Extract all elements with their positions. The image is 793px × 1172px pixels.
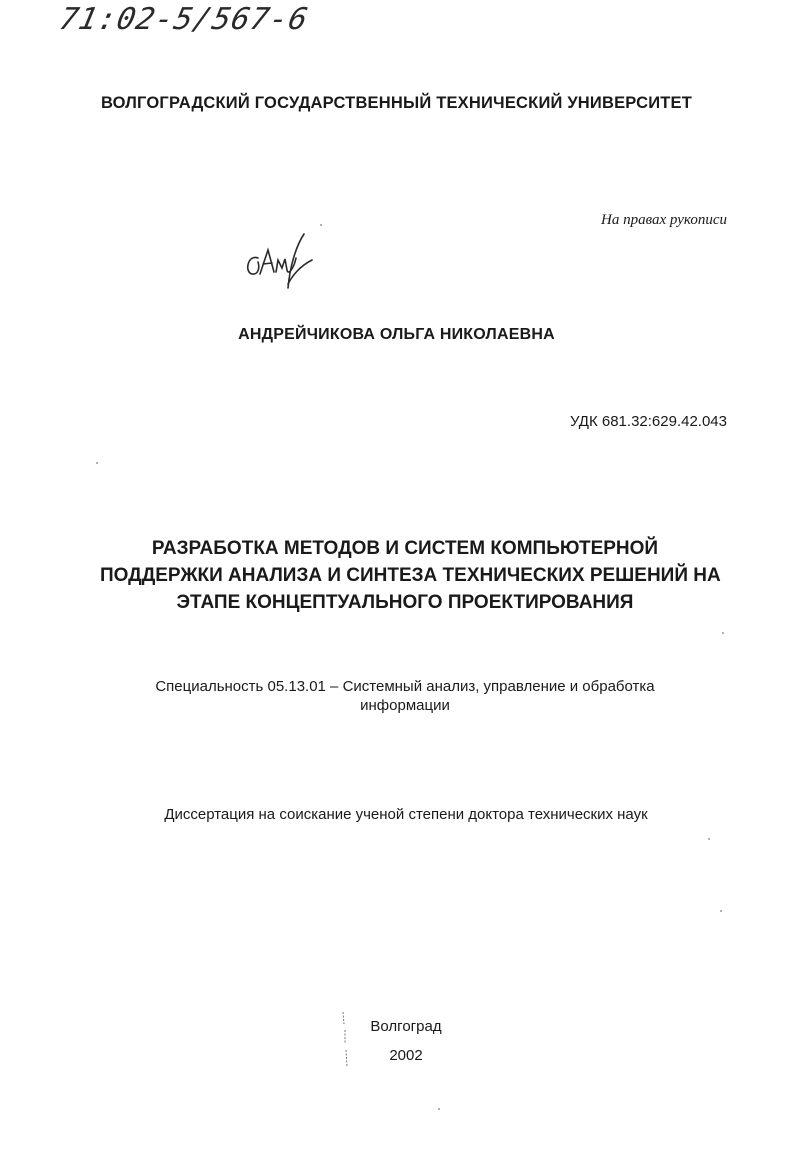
dissertation-note: Диссертация на соискание ученой степени доктора технических наук xyxy=(164,806,648,823)
scan-speck xyxy=(722,632,724,634)
year: 2002 xyxy=(389,1047,423,1064)
udc-code: УДК 681.32:629.42.043 xyxy=(569,413,727,430)
title-line: РАЗРАБОТКА МЕТОДОВ И СИСТЕМ КОМПЬЮТЕРНОЙ xyxy=(151,538,659,559)
city: Волгоград xyxy=(370,1018,442,1035)
scan-speck xyxy=(708,838,710,840)
university-name: ВОЛГОГРАДСКИЙ ГОСУДАРСТВЕННЫЙ ТЕХНИЧЕСКИЙ УНИВЕРСИТЕТ xyxy=(100,94,693,112)
author-signature xyxy=(238,228,318,292)
title-line: ЭТАПЕ КОНЦЕПТУАЛЬНОГО ПРОЕКТИРОВАНИЯ xyxy=(176,592,634,613)
archive-code: 71:02-5/567-6 xyxy=(56,2,312,37)
scan-speck xyxy=(320,224,322,226)
specialty-line: информации xyxy=(360,697,450,714)
scan-speck xyxy=(720,910,722,912)
specialty-line: Специальность 05.13.01 – Системный анализ, управление и обработка xyxy=(155,678,655,695)
dissertation-title xyxy=(100,535,721,616)
manuscript-note: На правах рукописи xyxy=(601,212,727,228)
title-line: ПОДДЕРЖКИ АНАЛИЗА И СИНТЕЗА ТЕХНИЧЕСКИХ РЕШЕНИЙ НА xyxy=(100,565,721,586)
author-name: АНДРЕЙЧИКОВА ОЛЬГА НИКОЛАЕВНА xyxy=(238,326,555,343)
specialty xyxy=(100,677,710,715)
scan-speck xyxy=(438,1108,440,1110)
scan-speck xyxy=(96,462,98,464)
